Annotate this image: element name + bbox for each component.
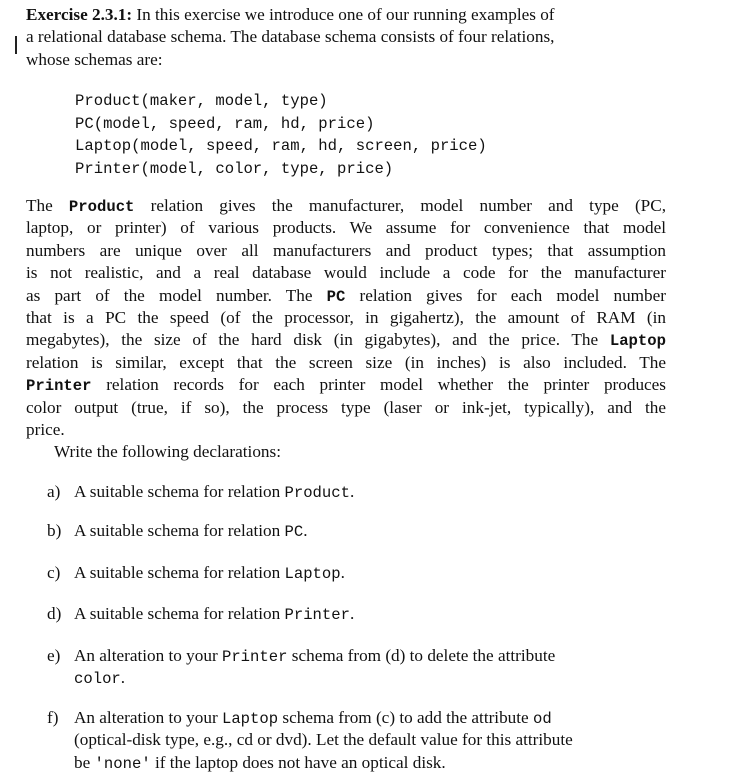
schema-laptop: Laptop(model, speed, ram, hd, screen, price) (75, 137, 487, 155)
desc-line: Printer relation records for each printer model whether the printer produces (26, 375, 666, 396)
intro-line-2: a relational database schema. The database schema consists of four relations, (26, 27, 555, 47)
list-item-f: f) An alteration to your Laptop schema from (c) to add the attribute od (optical-disk type, e.g., cd or dvd). Let the default value for this attribute be 'none' if the laptop does not have an optical disk. (47, 708, 573, 773)
schema-printer: Printer(model, color, type, price) (75, 159, 394, 178)
intro-line-3: whose schemas are: (26, 49, 163, 69)
desc-line: megabytes), the size of the hard disk (in gigabytes), and the price. The Laptop (26, 330, 666, 351)
desc-line: The Product relation gives the manufacturer, model number and type (PC, (26, 196, 666, 216)
schema-pc: PC(model, speed, ram, hd, price) (75, 114, 375, 133)
schema-list (75, 90, 487, 180)
description-paragraph (26, 195, 666, 464)
list-item-b: b) A suitable schema for relation PC. (47, 521, 308, 541)
desc-line: as part of the model number. The PC relation gives for each model number (26, 285, 666, 306)
margin-change-bar (15, 36, 17, 54)
list-item-d: d) A suitable schema for relation Printer. (47, 604, 355, 624)
desc-line: laptop, or printer) of various products. We assume for convenience that model (26, 218, 666, 238)
desc-line: relation is similar, except that the screen size (in inches) is also included. The (26, 352, 666, 372)
desc-line: is not realistic, and a real database would include a code for the manufacturer (26, 263, 666, 283)
desc-line: color output (true, if so), the process type (laser or ink-jet, typically), and the (26, 397, 666, 417)
exercise-heading (26, 4, 666, 71)
exercise-title: Exercise 2.3.1: (26, 5, 133, 24)
list-item-c: c) A suitable schema for relation Laptop. (47, 563, 345, 583)
schema-product: Product(maker, model, type) (75, 92, 328, 110)
intro-line-1: Exercise 2.3.1: In this exercise we introduce one of our running examples of (26, 5, 555, 24)
desc-line: price. (26, 419, 65, 439)
list-item-a: a) A suitable schema for relation Product. (47, 482, 355, 502)
list-item-e: e) An alteration to your Printer schema from (d) to delete the attribute color. (47, 646, 556, 689)
desc-line: numbers are unique over all manufacturers and product types; that assumption (26, 240, 666, 260)
instruction-line: Write the following declarations: (54, 442, 281, 462)
desc-line: that is a PC the speed (of the processor, in gigahertz), the amount of RAM (in (26, 307, 666, 327)
